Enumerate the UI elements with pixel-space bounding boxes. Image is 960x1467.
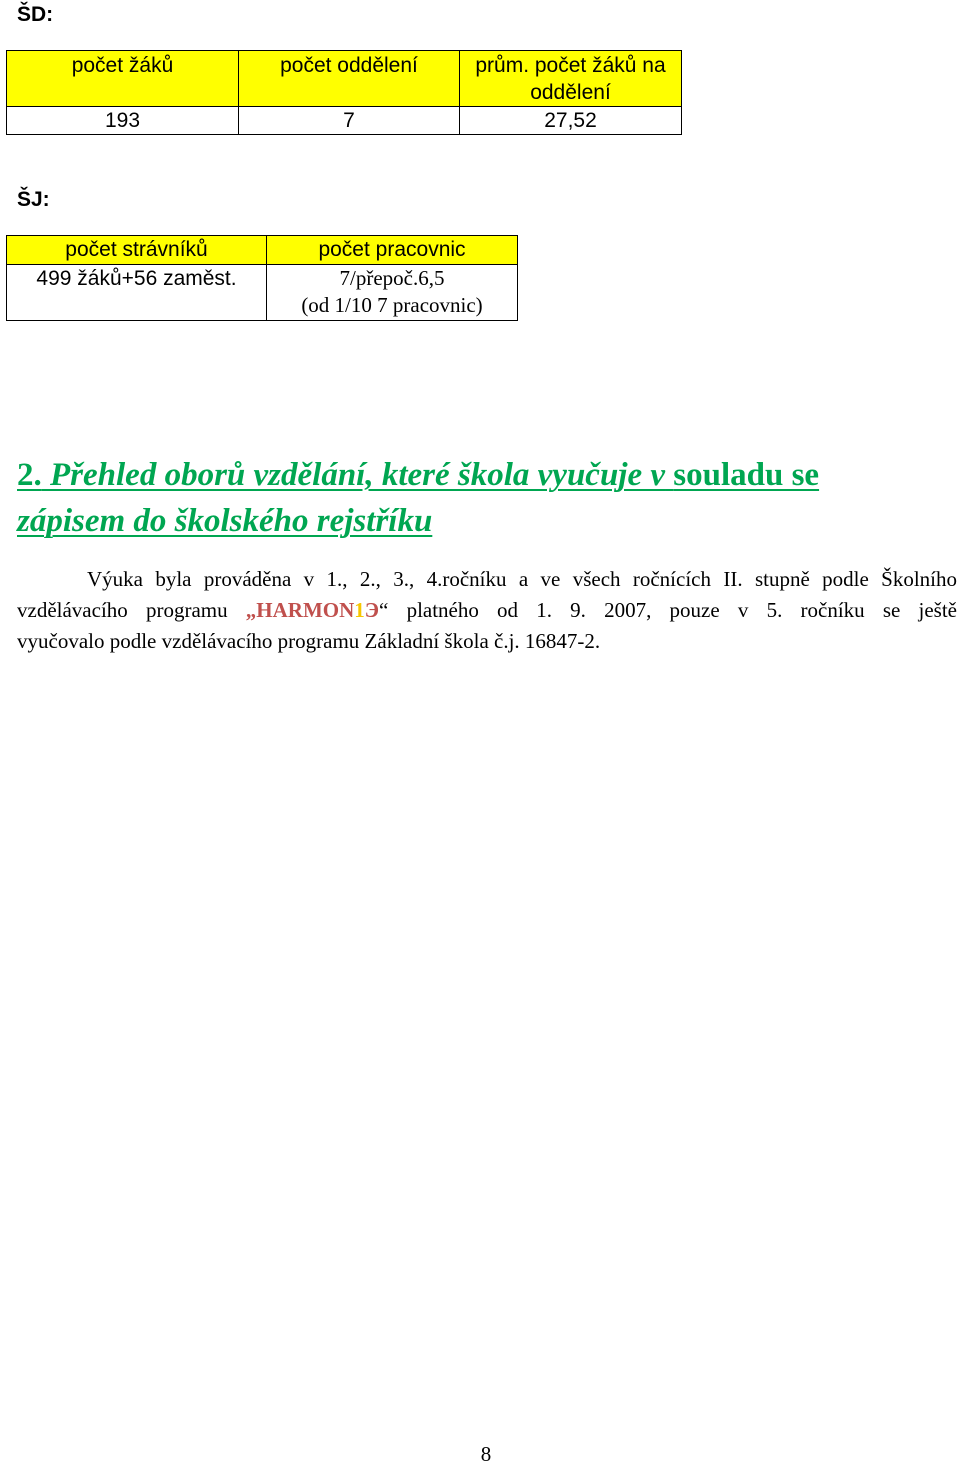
section-2-title-italic-2: zápisem do školského rejstříku bbox=[17, 503, 433, 539]
sd-value-average: 27,52 bbox=[460, 107, 682, 135]
sd-header-average: prům. počet žáků na oddělení bbox=[460, 51, 682, 107]
section-2-paragraph bbox=[17, 564, 957, 657]
paragraph-line-2-end: platného od 1. 9. 2007, pouze v 5. ročníku se ještě bbox=[406, 598, 958, 622]
paragraph-line-2-start: vzdělávacího programu bbox=[17, 598, 228, 622]
sj-header-diners: počet strávníků bbox=[7, 236, 267, 265]
sj-table bbox=[6, 235, 518, 321]
section-2-heading bbox=[17, 452, 957, 544]
sj-staff-note: (od 1/10 7 pracovnic) bbox=[301, 293, 483, 317]
sd-value-pupils: 193 bbox=[7, 107, 239, 135]
section-2-number: 2. bbox=[17, 457, 42, 493]
sj-header-staff: počet pracovnic bbox=[267, 236, 518, 265]
sj-section-label: ŠJ: bbox=[17, 188, 50, 211]
section-2-title-upright: souladu se bbox=[673, 457, 820, 493]
program-name-close-quote: “ bbox=[379, 598, 389, 622]
sj-value-row bbox=[7, 265, 518, 321]
paragraph-line-3: vyučovalo podle vzdělávacího programu Základní škola č.j. 16847-2. bbox=[17, 629, 601, 653]
program-name-part-1: HARMON bbox=[256, 598, 355, 622]
sd-table bbox=[6, 50, 682, 135]
program-name-open-quote: „ bbox=[245, 598, 257, 622]
sd-header-pupils: počet žáků bbox=[7, 51, 239, 107]
program-name bbox=[246, 598, 389, 622]
sd-header-row bbox=[7, 51, 682, 107]
paragraph-line-1: Výuka byla prováděna v 1., 2., 3., 4.ročníku a ve všech ročnících II. stupně podle Školního bbox=[87, 567, 957, 591]
program-name-part-2: 1 bbox=[354, 598, 365, 622]
sj-staff-count: 7/přepoč.6,5 bbox=[339, 266, 445, 290]
sd-header-departments: počet oddělení bbox=[239, 51, 460, 107]
section-2-title-italic-1: Přehled oborů vzdělání, které škola vyučuje v bbox=[50, 457, 666, 493]
sd-section-label: ŠD: bbox=[17, 3, 54, 26]
paragraph-line-2 bbox=[17, 595, 957, 626]
sj-value-staff bbox=[267, 265, 518, 321]
sd-value-departments: 7 bbox=[239, 107, 460, 135]
sj-header-row bbox=[7, 236, 518, 265]
page-number: 8 bbox=[480, 1442, 492, 1466]
sj-value-diners: 499 žáků+56 zaměst. bbox=[7, 265, 267, 321]
program-name-part-3: Э bbox=[364, 598, 380, 622]
sd-value-row bbox=[7, 107, 682, 135]
